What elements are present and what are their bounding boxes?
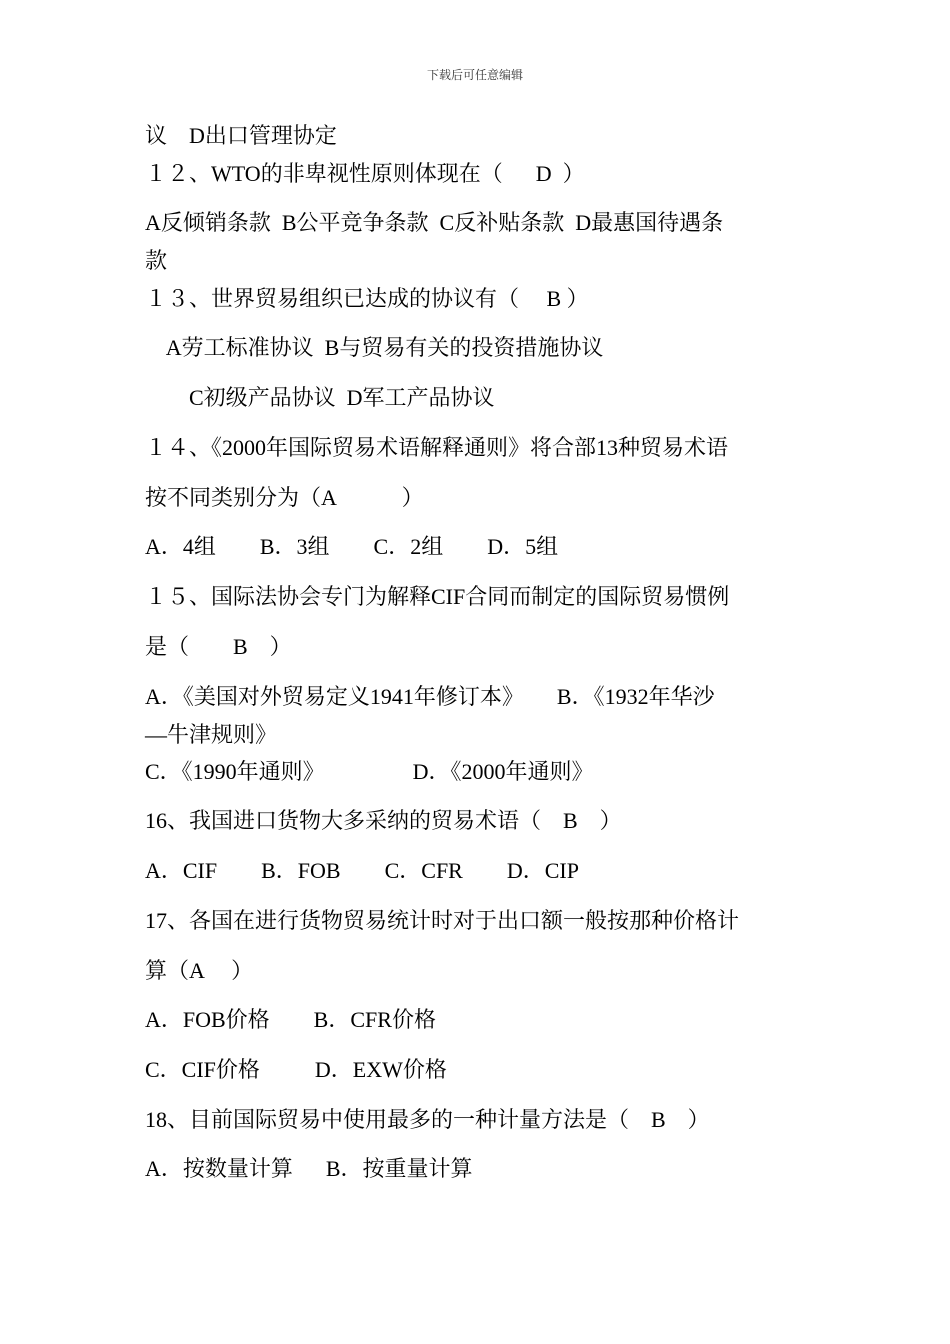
question-12: １２、WTO的非卑视性原则体现在（ D ） bbox=[145, 161, 585, 186]
question-16: 16、我国进口货物大多采纳的贸易术语（ B ） bbox=[145, 808, 622, 833]
text-line: 款 bbox=[145, 248, 168, 273]
question-15-options-ab: A．《美国对外贸易定义1941年修订本》 B．《1932年华沙 bbox=[145, 684, 715, 709]
text-line: 议 D出口管理协定 bbox=[145, 123, 337, 148]
question-17-options-ab: A．FOB价格 B．CFR价格 bbox=[145, 1007, 436, 1032]
question-12-options: A反倾销条款 B公平竞争条款 C反补贴条款 D最惠国待遇条 bbox=[145, 210, 724, 235]
question-13: １３、世界贸易组织已达成的协议有（ B ） bbox=[145, 286, 589, 311]
question-17: 17、各国在进行货物贸易统计时对于出口额一般按那种价格计 bbox=[145, 908, 740, 933]
question-13-options-cd: C初级产品协议 D军工产品协议 bbox=[145, 385, 495, 410]
question-15-options-cd: C．《1990年通则》 D．《2000年通则》 bbox=[145, 759, 594, 784]
question-18: 18、目前国际贸易中使用最多的一种计量方法是（ B ） bbox=[145, 1107, 710, 1132]
question-16-options: A．CIF B．FOB C．CFR D．CIP bbox=[145, 858, 579, 883]
question-13-options-ab: A劳工标准协议 B与贸易有关的投资措施协议 bbox=[145, 335, 604, 360]
question-14-options: A．4组 B．3组 C．2组 D．5组 bbox=[145, 534, 559, 559]
question-15: １５、国际法协会专门为解释CIF合同而制定的国际贸易惯例 bbox=[145, 584, 730, 609]
question-14: １４、《2000年国际贸易术语解释通则》将合部13种贸易术语 bbox=[145, 435, 729, 460]
text-line: —牛津规则》 bbox=[145, 722, 278, 747]
question-18-options: A．按数量计算 B．按重量计算 bbox=[145, 1156, 473, 1181]
question-15-continued: 是（ B ） bbox=[145, 634, 292, 659]
question-14-continued: 按不同类别分为（A ） bbox=[145, 485, 424, 510]
question-17-continued: 算（A ） bbox=[145, 958, 254, 983]
question-17-options-cd: C．CIF价格 D．EXW价格 bbox=[145, 1057, 447, 1082]
page-header: 下载后可任意编辑 bbox=[426, 68, 523, 82]
